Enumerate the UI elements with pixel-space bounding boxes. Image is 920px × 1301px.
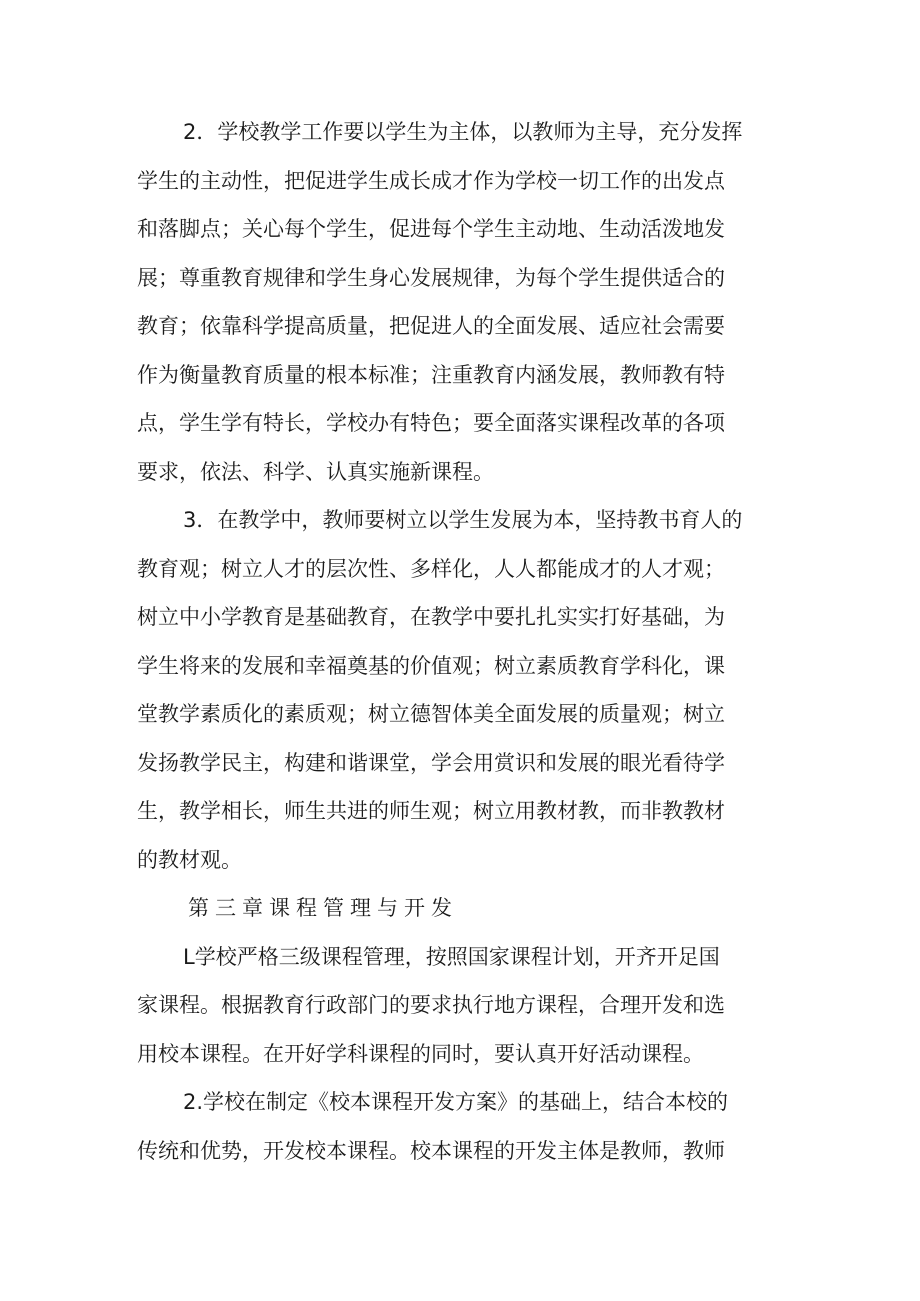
text-line: 学生的主动性，把促进学生成长成才作为学校一切工作的出发点 xyxy=(137,168,725,193)
text-line: 点，学生学有特长，学校办有特色；要全面落实课程改革的各项 xyxy=(137,411,725,435)
text-line: 树立中小学教育是基础教育，在教学中要扎扎实实打好基础，为 xyxy=(137,605,725,629)
text-line: 教育；依靠科学提高质量，把促进人的全面发展、适应社会需要 xyxy=(137,314,725,338)
text-line: 要求，依法、科学、认真实施新课程。 xyxy=(137,459,494,484)
paragraph-teaching-principle xyxy=(137,108,787,496)
text-line: 2．学校教学工作要以学生为主体，以教师为主导，充分发挥 xyxy=(183,120,743,144)
text-line: 的教材观。 xyxy=(137,847,242,872)
text-line: 家课程。根据教育行政部门的要求执行地方课程，合理开发和选 xyxy=(137,993,725,1017)
paragraph-school-curriculum-development xyxy=(137,1078,787,1175)
text-line: 生，教学相长，师生共进的师生观；树立用教材教，而非教教材 xyxy=(137,799,725,823)
text-line: 传统和优势，开发校本课程。校本课程的开发主体是教师，教师 xyxy=(137,1138,725,1163)
text-line: 堂教学素质化的素质观；树立德智体美全面发展的质量观；树立 xyxy=(137,702,725,726)
text-line: 展；尊重教育规律和学生身心发展规律，为每个学生提供适合的 xyxy=(137,265,725,290)
text-line: 用校本课程。在开好学科课程的同时，要认真开好活动课程。 xyxy=(137,1041,704,1066)
text-line: 作为衡量教育质量的根本标准；注重教育内涵发展，教师教有特 xyxy=(137,362,725,387)
document-page xyxy=(137,108,787,1175)
chapter-heading: 第三章课程管理与开发 xyxy=(188,896,458,920)
text-line: 发扬教学民主，构建和谐课堂，学会用赏识和发展的眼光看待学 xyxy=(137,750,725,775)
text-line: 学生将来的发展和幸福奠基的价值观；树立素质教育学科化，课 xyxy=(137,653,725,678)
text-line: 2.学校在制定《校本课程开发方案》的基础上，结合本校的 xyxy=(183,1090,729,1114)
text-line: 教育观；树立人才的层次性、多样化，人人都能成才的人才观； xyxy=(137,556,725,581)
text-line: L学校严格三级课程管理，按照国家课程计划，开齐开足国 xyxy=(183,944,720,969)
text-line: 和落脚点；关心每个学生，促进每个学生主动地、生动活泼地发 xyxy=(137,217,725,241)
paragraph-teaching-views xyxy=(137,496,787,884)
text-line: 3．在教学中，教师要树立以学生发展为本，坚持教书育人的 xyxy=(183,508,743,532)
paragraph-curriculum-management xyxy=(137,933,787,1079)
